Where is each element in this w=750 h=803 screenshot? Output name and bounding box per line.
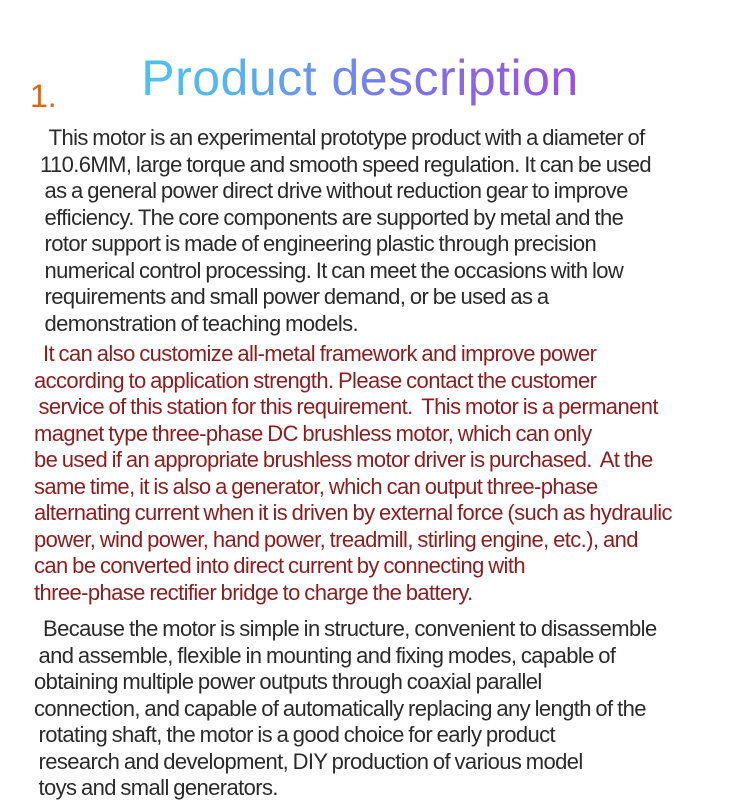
description-paragraph-2 xyxy=(34,341,672,606)
paragraph-line: be used if an appropriate brushless motor driver is purchased. At the xyxy=(34,447,653,472)
paragraph-line: efficiency. The core components are supported by metal and the xyxy=(40,204,624,230)
paragraph-line: magnet type three-phase DC brushless motor, which can only xyxy=(34,420,592,446)
paragraph-line: as a general power direct drive without reduction gear to improve xyxy=(40,178,628,203)
paragraph-line: rotating shaft, the motor is a good choice for early product xyxy=(34,722,556,747)
paragraph-line: rotor support is made of engineering plastic through precision xyxy=(40,231,597,256)
paragraph-line: obtaining multiple power outputs through coaxial parallel xyxy=(34,669,542,694)
paragraph-line: same time, it is also a generator, which can output three-phase xyxy=(34,473,598,499)
description-paragraph-1 xyxy=(40,125,651,337)
paragraph-line: service of this station for this requirement. This motor is a permanent xyxy=(34,394,658,419)
paragraph-line: connection, and capable of automatically replacing any length of the xyxy=(34,695,646,721)
paragraph-line: 110.6MM, large torque and smooth speed regulation. It can be used xyxy=(40,151,652,177)
paragraph-line: toys and small generators. xyxy=(34,775,278,800)
paragraph-line: alternating current when it is driven by external force (such as hydraulic xyxy=(34,500,672,525)
paragraph-line: power, wind power, hand power, treadmill, stirling engine, etc.), and xyxy=(34,526,638,552)
page-title: Product description xyxy=(0,48,720,108)
paragraph-line: can be converted into direct current by connecting with xyxy=(34,553,525,578)
paragraph-line: It can also customize all-metal framework and improve power xyxy=(34,341,597,366)
paragraph-line: research and development, DIY production of various model xyxy=(34,748,583,774)
paragraph-line: numerical control processing. It can meet the occasions with low xyxy=(40,257,624,283)
paragraph-line: according to application strength. Please contact the customer xyxy=(34,367,597,393)
paragraph-line: requirements and small power demand, or be used as a xyxy=(40,284,549,309)
paragraph-line: This motor is an experimental prototype product with a diameter of xyxy=(40,125,645,150)
description-paragraph-3 xyxy=(34,616,657,802)
paragraph-line: and assemble, flexible in mounting and fixing modes, capable of xyxy=(34,642,616,668)
paragraph-line: demonstration of teaching models. xyxy=(40,310,359,336)
paragraph-line: Because the motor is simple in structure, convenient to disassemble xyxy=(34,616,657,641)
section-number: 1. xyxy=(30,78,57,114)
paragraph-line: three-phase rectifier bridge to charge the battery. xyxy=(34,579,473,605)
